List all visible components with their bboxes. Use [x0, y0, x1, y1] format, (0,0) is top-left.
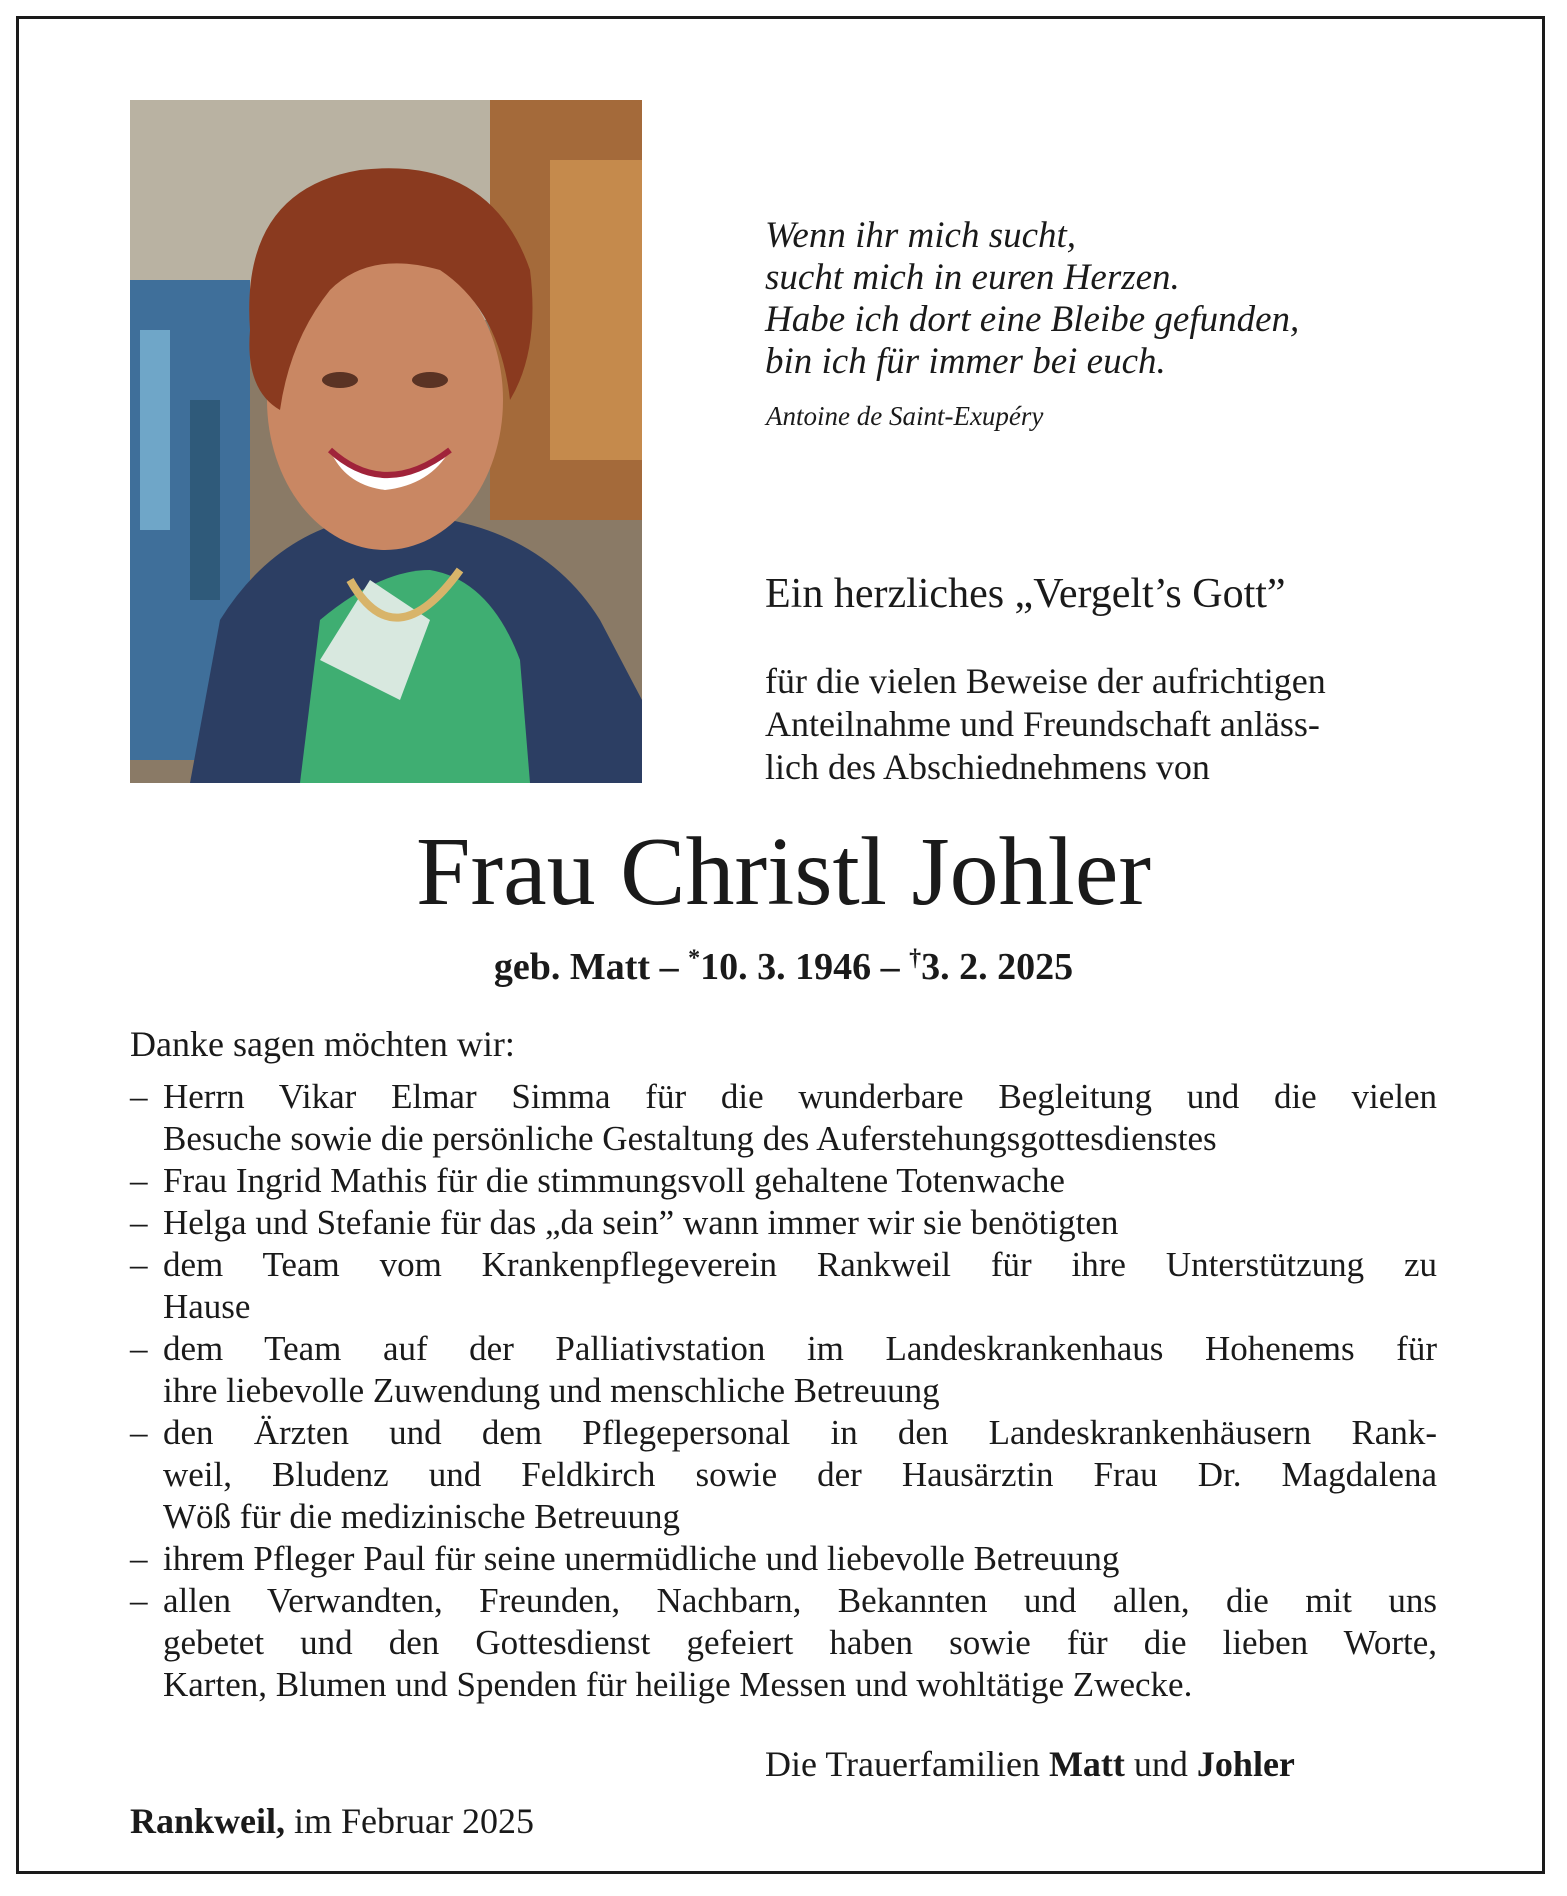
- list-line: gebetet und den Gottesdienst gefeiert haben sowie für die lieben Worte,: [163, 1623, 1437, 1662]
- list-item: [130, 1580, 1437, 1706]
- list-line: dem Team auf der Palliativstation im Landeskrankenhaus Hohenems für: [163, 1329, 1437, 1368]
- list-line: dem Team vom Krankenpflegeverein Rankweil für ihre Unterstützung zu: [163, 1245, 1437, 1284]
- birth-name: geb. Matt: [493, 946, 651, 988]
- family-name-2: Johler: [1196, 1744, 1295, 1784]
- birth-symbol: *: [688, 945, 701, 972]
- list-line: Frau Ingrid Mathis für die stimmungsvoll gehaltene Totenwache: [163, 1161, 1065, 1200]
- thanks-list: [130, 1076, 1437, 1706]
- list-item: [130, 1244, 1437, 1328]
- list-item: [130, 1328, 1437, 1412]
- quote-line: bin ich für immer bei euch.: [765, 341, 1166, 382]
- quote-line: Habe ich dort eine Bleibe gefunden,: [765, 299, 1300, 340]
- list-item: [130, 1538, 1437, 1580]
- quote: [765, 215, 1465, 383]
- list-line: allen Verwandten, Freunden, Nachbarn, Bekannten und allen, die mit uns: [163, 1581, 1437, 1620]
- deceased-name: Frau Christl Johler: [416, 818, 1151, 926]
- separator: –: [659, 946, 679, 988]
- list-line: Besuche sowie die persönliche Gestaltung des Auferstehungsgottesdienstes: [163, 1119, 1217, 1158]
- intro-line: lich des Abschiednehmens von: [765, 747, 1210, 787]
- list-dash: –: [130, 1539, 148, 1578]
- quote-author: Antoine de Saint-Exupéry: [766, 401, 1044, 431]
- signature-conjunction: und: [1133, 1744, 1188, 1784]
- quote-line: Wenn ihr mich sucht,: [765, 215, 1077, 256]
- list-dash: –: [130, 1203, 148, 1242]
- signature: [765, 1743, 1295, 1785]
- list-line: den Ärzten und dem Pflegepersonal in den Landeskrankenhäusern Rank-: [163, 1413, 1437, 1452]
- death-symbol: †: [909, 945, 922, 972]
- signature-prefix: Die Trauerfamilien: [765, 1744, 1040, 1784]
- place-date: [130, 1800, 534, 1842]
- date: im Februar 2025: [294, 1801, 534, 1841]
- list-line: Wöß für die medizinische Betreuung: [163, 1497, 681, 1536]
- list-line: ihrem Pfleger Paul für seine unermüdliche und liebevolle Betreuung: [163, 1539, 1120, 1578]
- portrait-photo: [130, 100, 642, 783]
- list-line: ihre liebevolle Zuwendung und menschliche Betreuung: [163, 1371, 940, 1410]
- list-item: [130, 1202, 1437, 1244]
- intro-line: für die vielen Beweise der aufrichtigen: [765, 661, 1326, 701]
- list-item: [130, 1160, 1437, 1202]
- separator: –: [880, 946, 900, 988]
- list-dash: –: [130, 1077, 148, 1116]
- list-dash: –: [130, 1329, 148, 1368]
- list-line: Helga und Stefanie für das „da sein” wann immer wir sie benötigten: [163, 1203, 1119, 1242]
- thanks-heading: Ein herzliches „Vergelt’s Gott”: [765, 571, 1286, 617]
- list-line: weil, Bludenz und Feldkirch sowie der Hausärztin Frau Dr. Magdalena: [163, 1455, 1437, 1494]
- list-line: Karten, Blumen und Spenden für heilige Messen und wohltätige Zwecke.: [163, 1665, 1193, 1704]
- list-dash: –: [130, 1581, 148, 1620]
- danke-heading: Danke sagen möchten wir:: [130, 1024, 515, 1064]
- family-name-1: Matt: [1048, 1744, 1125, 1784]
- list-item: [130, 1076, 1437, 1160]
- intro-line: Anteilnahme und Freundschaft anläss-: [765, 704, 1320, 744]
- list-item: [130, 1412, 1437, 1538]
- list-line: Hause: [163, 1287, 251, 1326]
- list-dash: –: [130, 1245, 148, 1284]
- quote-line: sucht mich in euren Herzen.: [765, 257, 1180, 298]
- list-dash: –: [130, 1413, 148, 1452]
- death-date: 3. 2. 2025: [921, 946, 1074, 988]
- list-dash: –: [130, 1161, 148, 1200]
- list-line: Herrn Vikar Elmar Simma für die wunderbare Begleitung und die vielen: [163, 1077, 1437, 1116]
- life-dates: [0, 945, 1567, 989]
- portrait-illustration: [130, 100, 642, 783]
- intro-text: [765, 660, 1445, 789]
- birth-date: 10. 3. 1946: [700, 946, 872, 988]
- place: Rankweil,: [130, 1801, 286, 1841]
